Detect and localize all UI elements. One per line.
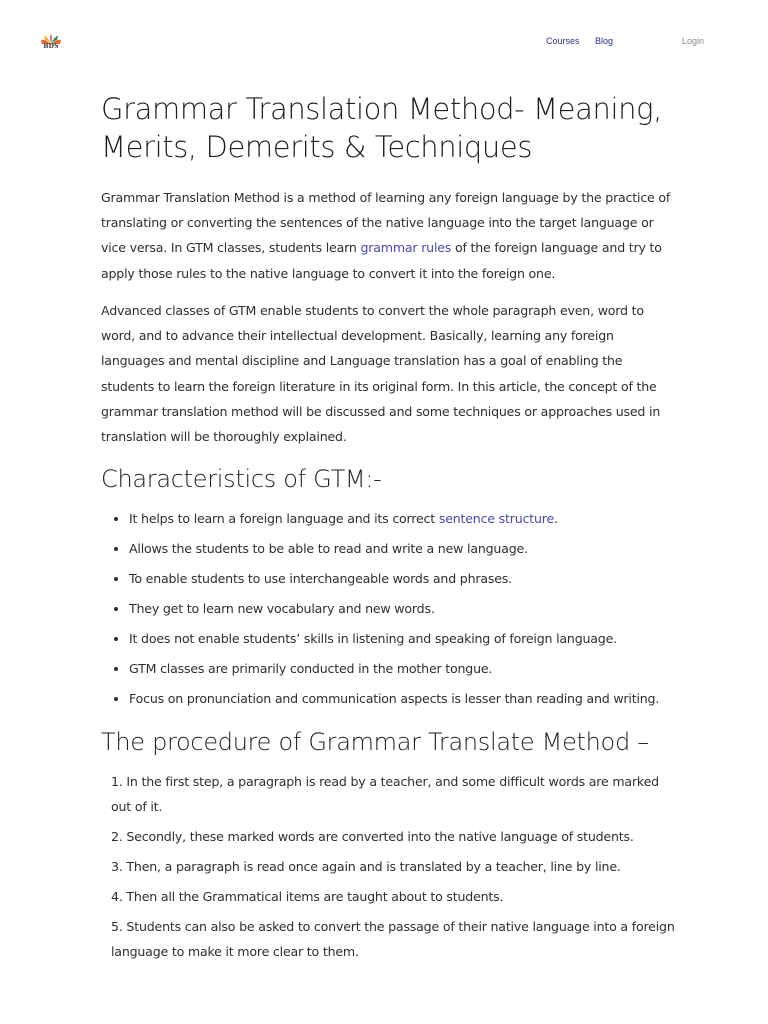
site-header <box>0 0 768 84</box>
characteristics-list <box>101 506 689 716</box>
site-logo[interactable] <box>38 32 64 52</box>
nav-blog-link[interactable]: Blog <box>595 36 614 46</box>
logo-text: BDS <box>43 43 59 50</box>
grammar-rules-link[interactable]: grammar rules <box>360 240 452 256</box>
list-item: It does not enable students’ skills in listening and speaking of foreign language. <box>129 626 689 651</box>
characteristics-heading: Characteristics of GTM:- <box>101 465 382 493</box>
article-title: Grammar Translation Method- Meaning, Merits, Demerits & Techniques <box>101 92 662 164</box>
list-item: To enable students to use interchangeable words and phrases. <box>129 566 689 591</box>
list-item: Allows the students to be able to read and write a new language. <box>129 536 689 561</box>
intro-paragraph <box>101 185 676 286</box>
second-paragraph: Advanced classes of GTM enable students to convert the whole paragraph even, word to word, and to advance their intellectual development. Basically, learning any foreign languages and mental discipline and Language translation has a goal of enabling the students to learn the foreign literature in its original form. In this article, the concept of the grammar translation method will be discussed and some techniques or approaches used in translation will be thoroughly explained. <box>101 303 661 445</box>
list-item-text-before: It helps to learn a foreign language and its correct <box>129 511 439 526</box>
procedure-heading: The procedure of Grammar Translate Method – <box>101 728 649 756</box>
article <box>101 90 676 960</box>
intro-text-before: Grammar Translation Method is a method of learning any foreign language by the practice of translating or converting the sentences of the native language into the target language or vice versa. In GTM classes, students learn <box>101 190 671 256</box>
procedure-step: 4. Then all the Grammatical items are taught about to students. <box>111 889 504 905</box>
list-item: They get to learn new vocabulary and new words. <box>129 596 689 621</box>
sentence-structure-link[interactable]: sentence structure <box>438 511 555 526</box>
list-item <box>129 506 689 531</box>
procedure-step: 1. In the first step, a paragraph is read by a teacher, and some difficult words are marked out of it. <box>111 774 659 815</box>
procedure-list <box>111 769 676 969</box>
procedure-step: 3. Then, a paragraph is read once again and is translated by a teacher, line by line. <box>111 859 621 875</box>
list-item: GTM classes are primarily conducted in the mother tongue. <box>129 656 689 681</box>
nav-login-link[interactable]: Login <box>682 36 705 46</box>
intro-text-after: of the foreign language and try to apply those rules to the native language to convert it into the foreign one. <box>101 240 662 281</box>
procedure-step: 2. Secondly, these marked words are converted into the native language of students. <box>111 829 634 845</box>
nav-courses-link[interactable]: Courses <box>546 36 580 46</box>
procedure-step: 5. Students can also be asked to convert the passage of their native language into a foreign language to make it more clear to them. <box>111 919 675 960</box>
list-item-text-after: . <box>554 511 558 526</box>
list-item: Focus on pronunciation and communication aspects is lesser than reading and writing. <box>129 686 689 711</box>
